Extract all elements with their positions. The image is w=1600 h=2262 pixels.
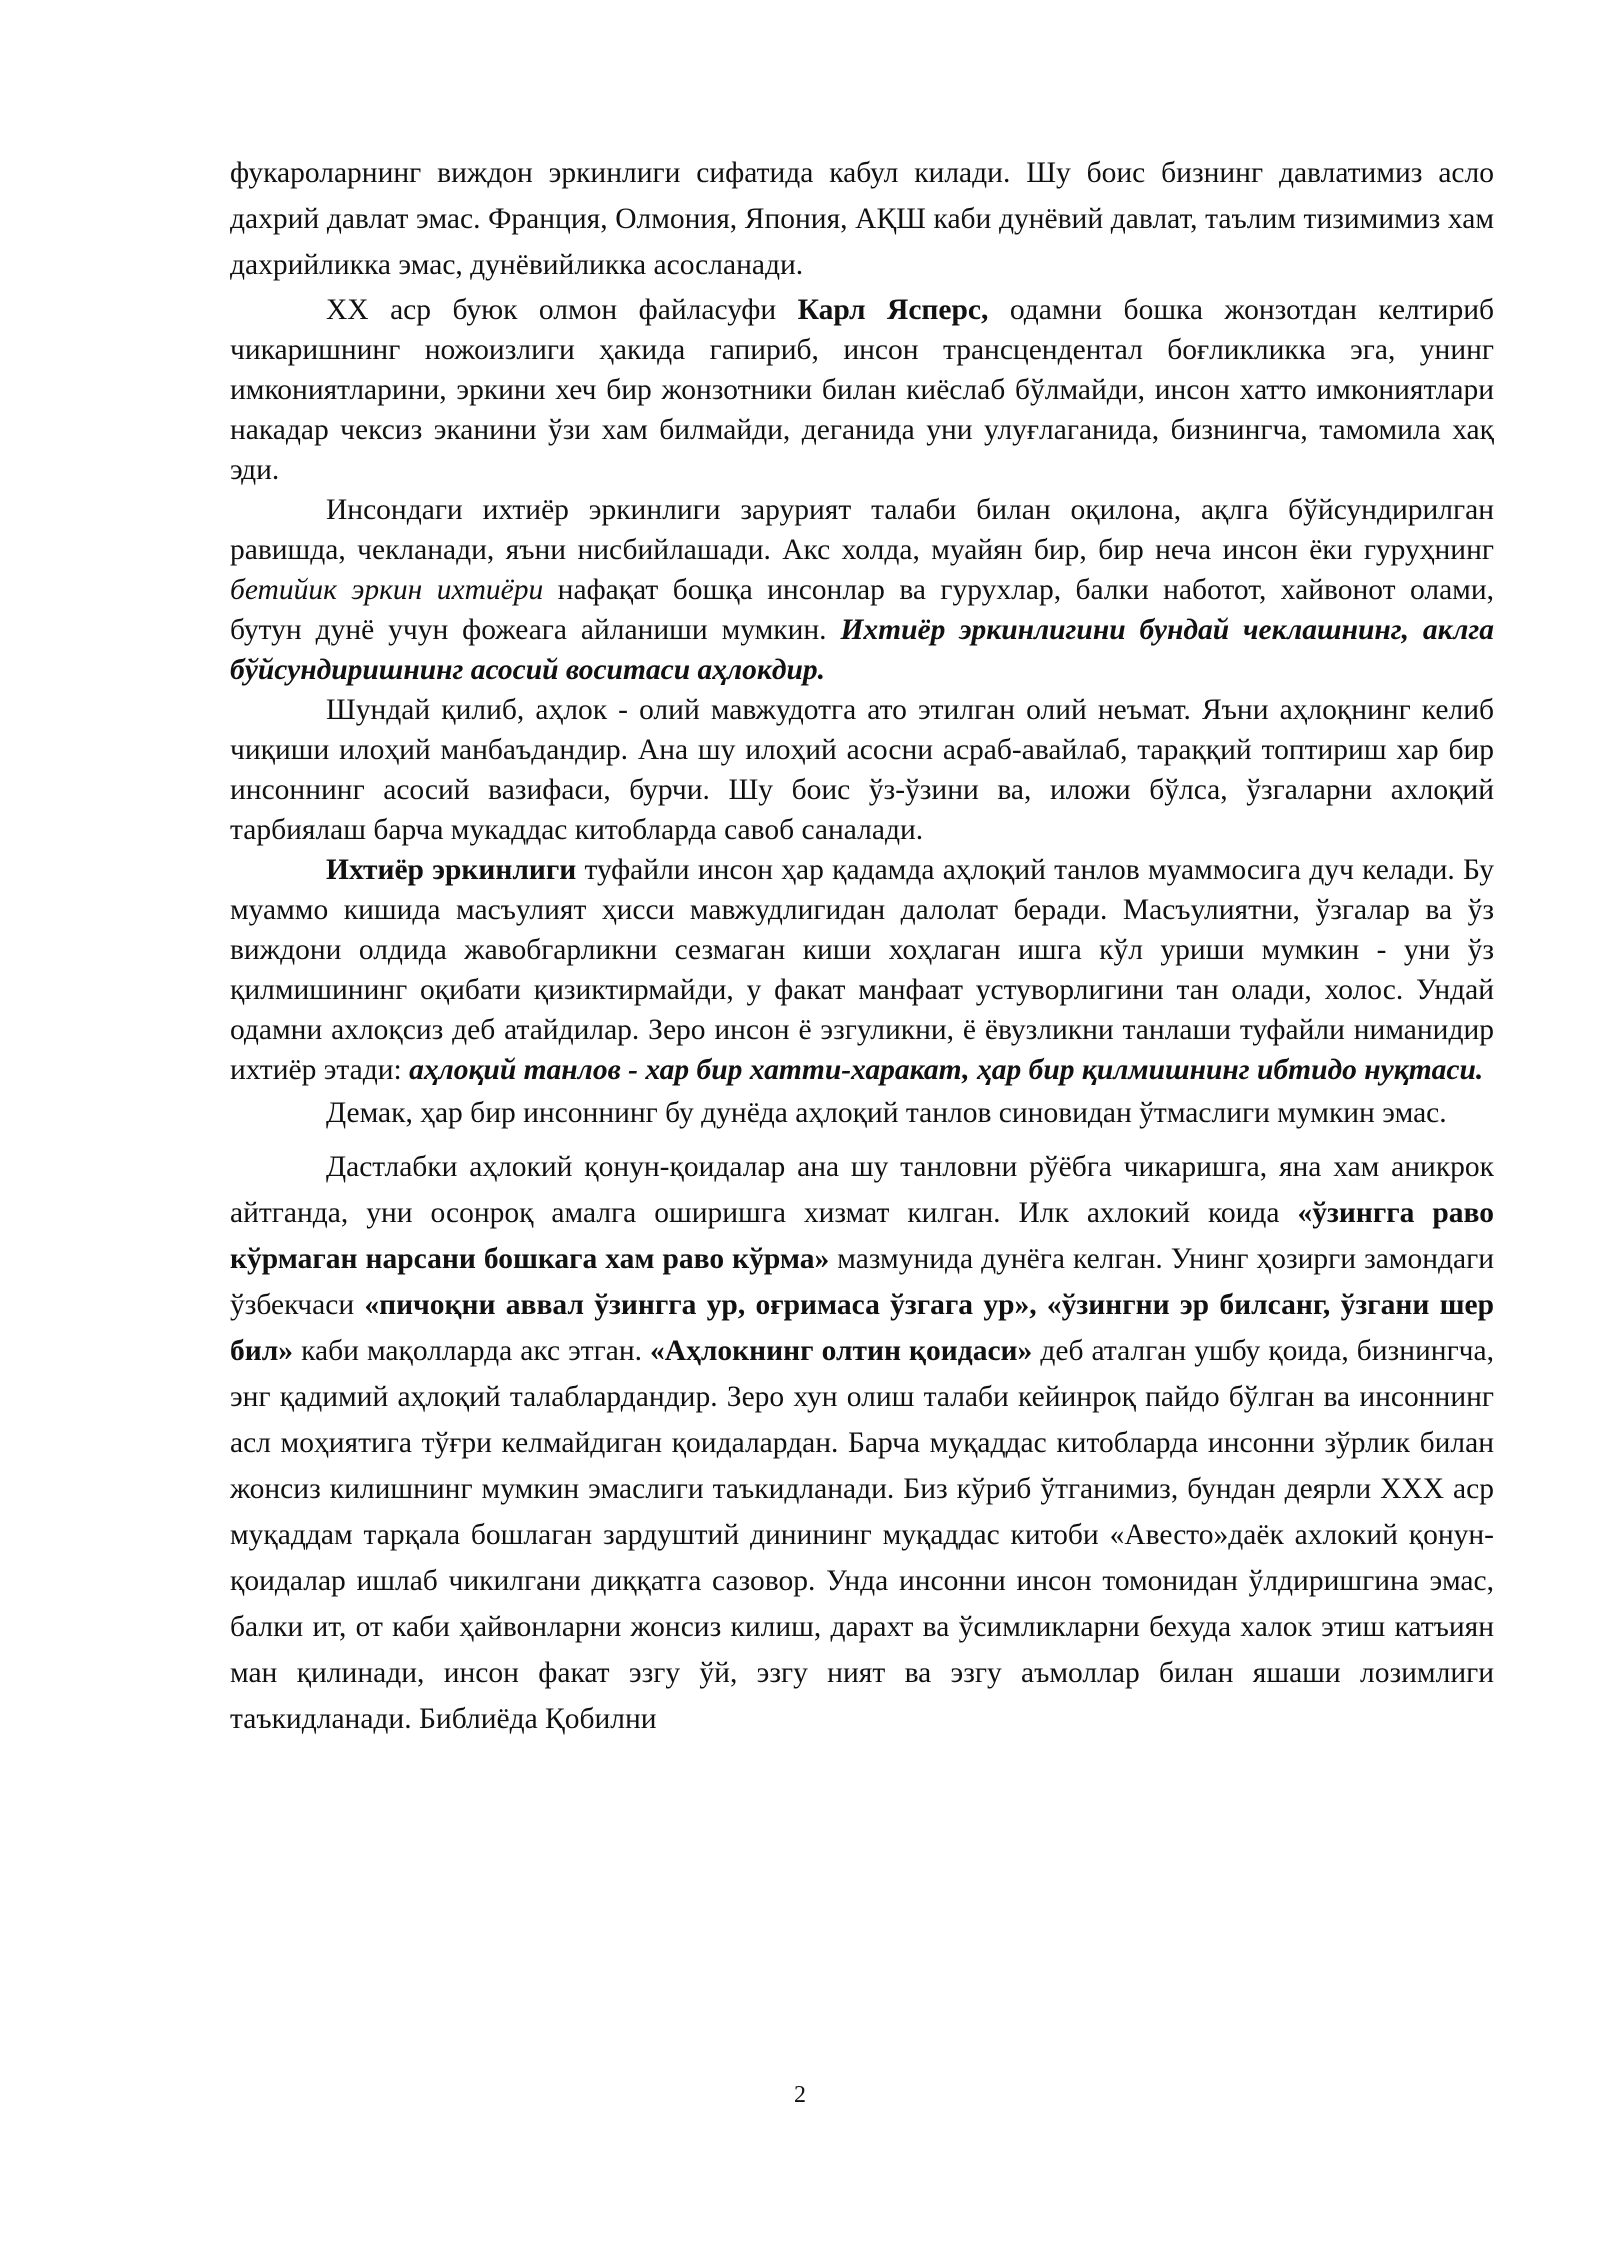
page-number: 2 (794, 2082, 806, 2108)
text-run: туфайли инсон ҳар қадамда аҳлоқий танлов муаммосига дуч келади. Бу муаммо кишида масъулият ҳисси мавжудлигидан далолат беради. Масъулиятни, ўзгалар ва ўз виждони олдида жавобгарликни сезмаган киши хоҳлаган ишга кўл уриши мумкин - уни ўз қилмишининг оқибати қизиктирмайди, у факат манфаат устуворлигини тан олади, холос. Ундай одамни ахлоқсиз деб атайдилар. Зеро инсон ё эзгуликни, ё ёвузликни танлаши туфайли ниманидир ихтиёр этади: (230, 854, 1494, 1086)
text-run: Инсондаги ихтиёр эркинлиги зарурият талаби билан оқилона, ақлга бўйсундирилган равишда, чекланади, яъни нисбийлашади. Акс холда, муайян бир, бир неча инсон ёки гуруҳнинг (230, 494, 1494, 566)
bold-text: «ўзингга раво кўрмаган нарсани бошкага хам раво кўрма» (230, 1197, 1494, 1275)
text-run: Демак, ҳар бир инсоннинг бу дунёда аҳлоқий танлов синовидан ўтмаслиги мумкин эмас. (326, 1097, 1447, 1129)
bold-italic-text: Ихтиёр эркинлигини бундай чеклашнинг, аклга бўйсундиришнинг асосий воситаси аҳлокдир. (230, 614, 1494, 686)
document-page (230, 150, 1494, 1742)
text-run: Шундай қилиб, аҳлок - олий мавжудотга ато этилган олий неъмат. Яъни аҳлоқнинг келиб чиқиши илоҳий манбаъдандир. Ана шу илоҳий асосни асраб-авайлаб, тараққий топтириш хар бир инсоннинг асосий вазифаси, бурчи. Шу боис ўз-ўзини ва, иложи бўлса, ўзгаларни ахлоқий тарбиялаш барча мукаддас китобларда савоб саналади. (230, 694, 1494, 846)
paragraph (230, 850, 1494, 1090)
text-run: нафақат бошқа инсонлар ва гурухлар, балки наботот, хайвонот олами, бутун дунё учун фожеага айланиши мумкин. (230, 574, 1495, 646)
text-run: одамни бошка жонзотдан келтириб чикаришнинг ножоизлиги ҳакида гапириб, инсон трансцендентал боғликликка эга, унинг имкониятларини, эркини хеч бир жонзотники билан киёслаб бўлмайди, инсон хатто имкониятлари накадар чексиз эканини ўзи хам билмайди, деганида уни улуғлаганида, бизнингча, тамомила хақ эди. (230, 294, 1494, 486)
text-run: деб аталган ушбу қоида, бизнингча, энг қадимий аҳлоқий талаблардандир. Зеро хун олиш талаби кейинроқ пайдо бўлган ва инсоннинг асл моҳиятига тўғри келмайдиган қоидалардан. Барча муқаддас китобларда инсонни зўрлик билан жонсиз килишнинг мумкин эмаслиги таъкидланади. Биз кўриб ўтганимиз, бундан деярли ХХХ аср муқаддам тарқала бошлаган зардуштий динининг муқаддас китоби «Авесто»даёк ахлокий қонун-қоидалар ишлаб чикилгани диққатга сазовор. Унда инсонни инсон томонидан ўлдиришгина эмас, балки ит, от каби ҳайвонларни жонсиз килиш, дарахт ва ўсимликларни бехуда халок этиш катъиян ман қилинади, инсон факат эзгу ўй, эзгу ният ва эзгу аъмоллар билан яшаши лозимлиги таъкидланади. Библиёда Қобилни (230, 1335, 1494, 1735)
italic-text: бетийик эркин ихтиёри (230, 574, 544, 606)
bold-italic-text: аҳлоқий танлов - хар бир хатти-харакат, ҳар бир қилмишнинг ибтидо нуқтаси. (409, 1054, 1484, 1086)
paragraph (230, 150, 1494, 288)
bold-text: Ихтиёр эркинлиги (326, 854, 577, 886)
paragraph (230, 290, 1494, 490)
paragraph (230, 690, 1494, 850)
paragraph (230, 1090, 1494, 1136)
bold-text: «Аҳлокнинг олтин қоидаси» (650, 1335, 1033, 1367)
text-run: фукароларнинг виждон эркинлиги сифатида кабул килади. Шу боис бизнинг давлатимиз асло дахрий давлат эмас. Франция, Олмония, Япония, АҚШ каби дунёвий давлат, таълим тизимимиз хам дахрийликка эмас, дунёвийликка асосланади. (230, 157, 1494, 281)
text-run: мазмунида дунёга келган. Унинг ҳозирги замондаги ўзбекчаси (230, 1243, 1495, 1321)
text-run: Дастлабки аҳлокий қонун-қоидалар ана шу танловни рўёбга чикаришга, яна хам аникрок айтганда, уни осонроқ амалга оширишга хизмат килган. Илк ахлокий коида (230, 1151, 1494, 1229)
text-run: ХХ аср буюк олмон файласуфи (326, 294, 798, 326)
bold-text: Карл Ясперс, (797, 294, 989, 326)
paragraph (230, 1144, 1494, 1742)
paragraph (230, 490, 1494, 690)
text-run: каби мақолларда акс этган. (293, 1335, 651, 1367)
bold-text: «пичоқни аввал ўзингга ур, оғримаса ўзгага ур», «ўзингни эр билсанг, ўзгани шер бил» (230, 1289, 1494, 1367)
